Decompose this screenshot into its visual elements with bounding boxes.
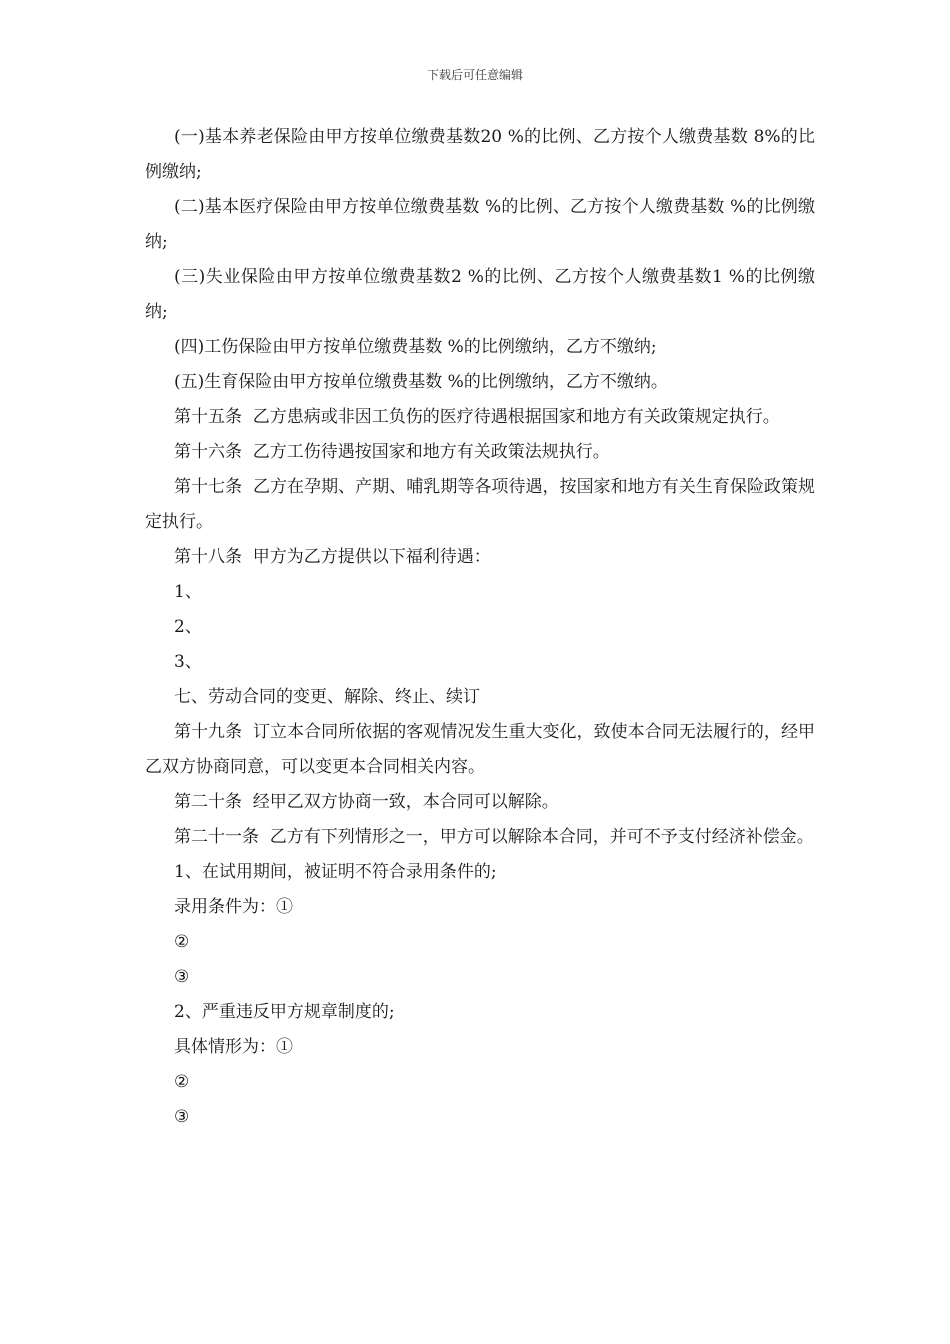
article-21-item-2: 2、严重违反甲方规章制度的;: [174, 1002, 395, 1022]
welfare-item-3: 3、: [174, 652, 202, 672]
specific-circumstance-2: ②: [174, 1072, 190, 1092]
hiring-conditions: 录用条件为：①: [174, 897, 293, 917]
article-15: 第十五条 乙方患病或非因工负伤的医疗待遇根据国家和地方有关政策规定执行。: [174, 407, 780, 427]
article-16: 第十六条 乙方工伤待遇按国家和地方有关政策法规执行。: [174, 442, 610, 462]
hiring-condition-2: ②: [174, 932, 190, 952]
clause-work-injury-insurance: (四)工伤保险由甲方按单位缴费基数 %的比例缴纳，乙方不缴纳;: [174, 337, 657, 357]
specific-circumstances: 具体情形为：①: [174, 1037, 293, 1057]
article-21-item-1: 1、在试用期间，被证明不符合录用条件的;: [174, 862, 497, 882]
article-19: 第十九条 订立本合同所依据的客观情况发生重大变化，致使本合同无法履行的，经甲乙双方协商同意，可以变更本合同相关内容。: [145, 722, 815, 777]
section-heading-7: 七、劳动合同的变更、解除、终止、续订: [174, 687, 480, 707]
article-21: 第二十一条 乙方有下列情形之一，甲方可以解除本合同，并可不予支付经济补偿金。: [174, 827, 814, 847]
clause-pension-insurance: (一)基本养老保险由甲方按单位缴费基数20 %的比例、乙方按个人缴费基数 8%的比例缴纳;: [145, 127, 815, 182]
hiring-condition-3: ③: [174, 967, 190, 987]
clause-unemployment-insurance: (三)失业保险由甲方按单位缴费基数2 %的比例、乙方按个人缴费基数1 %的比例缴纳;: [145, 267, 815, 322]
article-17: 第十七条 乙方在孕期、产期、哺乳期等各项待遇，按国家和地方有关生育保险政策规定执行。: [145, 477, 815, 532]
welfare-item-2: 2、: [174, 617, 202, 637]
clause-medical-insurance: (二)基本医疗保险由甲方按单位缴费基数 %的比例、乙方按个人缴费基数 %的比例缴纳;: [145, 197, 815, 252]
welfare-item-1: 1、: [174, 582, 202, 602]
document-body: [145, 120, 815, 1135]
header-note: 下载后可任意编辑: [426, 68, 523, 82]
clause-maternity-insurance: (五)生育保险由甲方按单位缴费基数 %的比例缴纳，乙方不缴纳。: [174, 372, 668, 392]
specific-circumstance-3: ③: [174, 1107, 190, 1127]
article-18: 第十八条 甲方为乙方提供以下福利待遇：: [174, 547, 491, 567]
article-20: 第二十条 经甲乙双方协商一致，本合同可以解除。: [174, 792, 559, 812]
